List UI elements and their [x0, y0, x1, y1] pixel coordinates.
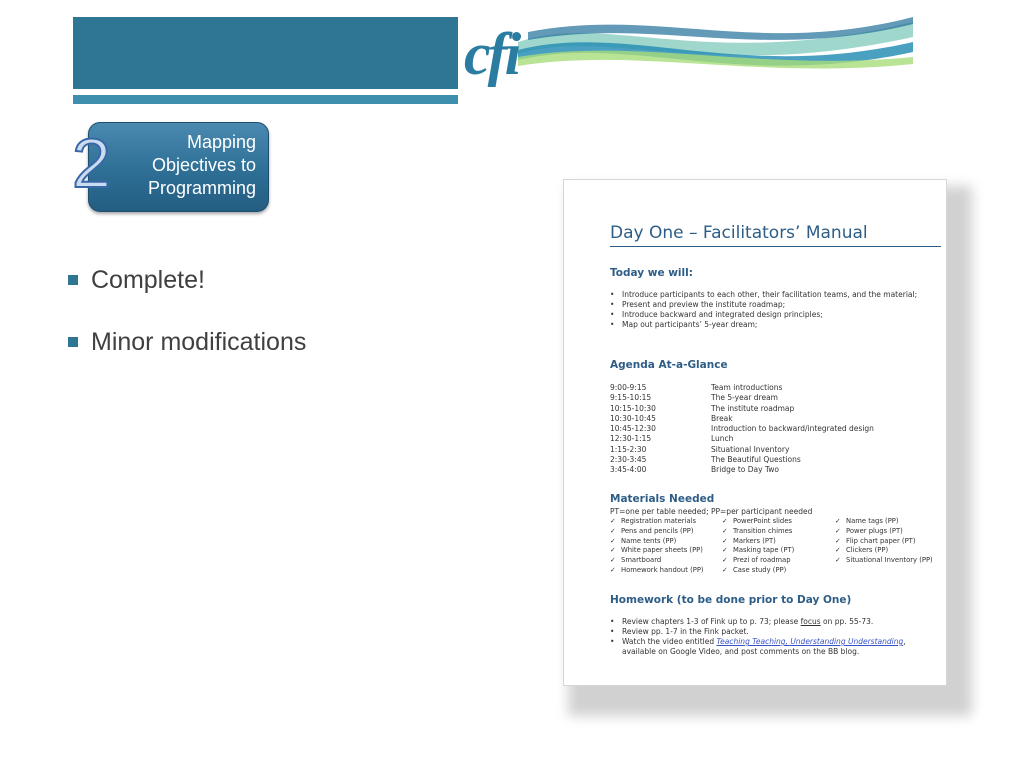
- homework-text: focus: [800, 617, 821, 626]
- bullet-text: Minor modifications: [91, 327, 307, 356]
- list-item: ✓ White paper sheets (PP): [610, 546, 722, 556]
- table-row: [610, 434, 874, 444]
- cfi-logo: [458, 12, 918, 92]
- list-item: ✓ Name tents (PP): [610, 537, 722, 547]
- today-heading: Today we will:: [610, 267, 693, 279]
- section-title: [148, 131, 256, 200]
- list-item: ✓ PowerPoint slides: [722, 517, 835, 527]
- section-number: 2: [72, 124, 111, 202]
- wave-logo-graphic: [458, 12, 918, 92]
- materials-grid: [610, 517, 940, 576]
- homework-text: , available on Google Video, and post comments on the BB blog.: [622, 637, 906, 656]
- list-item: ✓ Power plugs (PT): [835, 527, 940, 537]
- bullet-item: [68, 262, 306, 298]
- homework-text: Review chapters 1-3 of Fink up to p. 73; please: [622, 617, 801, 626]
- homework-heading: Homework (to be done prior to Day One): [610, 594, 852, 606]
- list-item: • Present and preview the institute roadmap;: [610, 300, 930, 310]
- bullet-list: [68, 262, 306, 386]
- document-title-rule: [610, 246, 941, 247]
- agenda-time: 10:45-12:30: [610, 424, 656, 434]
- list-item: ✓ Situational Inventory (PP): [835, 556, 940, 566]
- agenda-item: Break: [711, 413, 733, 423]
- bullet-square-icon: [68, 275, 78, 285]
- agenda-item: The Beautiful Questions: [711, 455, 801, 465]
- agenda-item: Lunch: [711, 434, 734, 444]
- list-item: ✓ Homework handout (PP): [610, 566, 722, 576]
- table-row: [610, 404, 874, 414]
- list-item: [610, 637, 940, 657]
- list-item: • Review pp. 1-7 in the Fink packet.: [610, 627, 940, 637]
- list-item: ✓ Flip chart paper (PT): [835, 537, 940, 547]
- today-list: [610, 290, 930, 330]
- agenda-time: 9:15-10:15: [610, 393, 652, 403]
- agenda-item: The institute roadmap: [711, 403, 795, 413]
- section-title-line: Mapping: [186, 132, 256, 152]
- list-item: ✓ Prezi of roadmap: [722, 556, 835, 566]
- document-thumbnail: [563, 179, 947, 686]
- agenda-item: Team introductions: [711, 383, 783, 392]
- agenda-time: 1:15-2:30: [610, 444, 647, 454]
- table-row: [610, 393, 874, 403]
- agenda-table: [610, 383, 874, 476]
- header-divider: [73, 95, 458, 104]
- agenda-heading: Agenda At-a-Glance: [610, 359, 728, 371]
- bullet-text: Complete!: [91, 265, 205, 294]
- list-item: ✓ Masking tape (PT): [722, 546, 835, 556]
- agenda-time: 12:30-1:15: [610, 434, 652, 444]
- section-badge: [72, 122, 269, 212]
- materials-subtitle: PT=one per table needed; PP=per participant needed: [610, 507, 813, 516]
- list-item: ✓ Pens and pencils (PP): [610, 527, 722, 537]
- list-item: ✓ Registration materials: [610, 517, 722, 527]
- section-title-line: Programming: [147, 178, 256, 198]
- bullet-square-icon: [68, 337, 78, 347]
- section-title-line: Objectives to: [151, 155, 256, 175]
- list-item: ✓ Clickers (PP): [835, 546, 940, 556]
- homework-list: [610, 617, 940, 657]
- table-row: [610, 414, 874, 424]
- agenda-time: 10:15-10:30: [610, 403, 656, 413]
- list-item: ✓ Name tags (PP): [835, 517, 940, 527]
- homework-text: Watch the video entitled: [622, 637, 717, 646]
- list-item: • Map out participants’ 5-year dream;: [610, 320, 930, 330]
- document-title: Day One – Facilitators’ Manual: [610, 223, 868, 243]
- table-row: [610, 455, 874, 465]
- agenda-item: The 5-year dream: [711, 393, 778, 403]
- materials-heading: Materials Needed: [610, 493, 715, 505]
- list-item: • Introduce backward and integrated design principles;: [610, 310, 930, 320]
- section-badge-box: [88, 122, 269, 212]
- homework-text: on pp. 55-73.: [820, 617, 874, 626]
- bullet-item: [68, 324, 306, 360]
- agenda-time: 10:30-10:45: [610, 413, 656, 423]
- list-item: ✓ Smartboard: [610, 556, 722, 566]
- list-item: • Introduce participants to each other, their facilitation teams, and the material;: [610, 290, 930, 300]
- list-item: ✓ Transition chimes: [722, 527, 835, 537]
- table-row: [610, 445, 874, 455]
- agenda-time: 2:30-3:45: [610, 455, 647, 465]
- agenda-item: Introduction to backward/integrated design: [711, 424, 874, 434]
- table-row: [610, 465, 874, 475]
- agenda-time: 3:45-4:00: [610, 465, 647, 475]
- table-row: [610, 383, 874, 393]
- agenda-item: Bridge to Day Two: [711, 465, 780, 475]
- video-link[interactable]: Teaching Teaching, Understanding Understanding: [716, 637, 904, 646]
- agenda-item: Situational Inventory: [711, 444, 790, 454]
- agenda-time: 9:00-9:15: [610, 383, 647, 392]
- logo-text: cfi: [464, 21, 519, 87]
- header-bar: [73, 17, 458, 89]
- list-item: ✓ Case study (PP): [722, 566, 835, 576]
- list-item: [610, 617, 940, 627]
- table-row: [610, 424, 874, 434]
- list-item: ✓ Markers (PT): [722, 537, 835, 547]
